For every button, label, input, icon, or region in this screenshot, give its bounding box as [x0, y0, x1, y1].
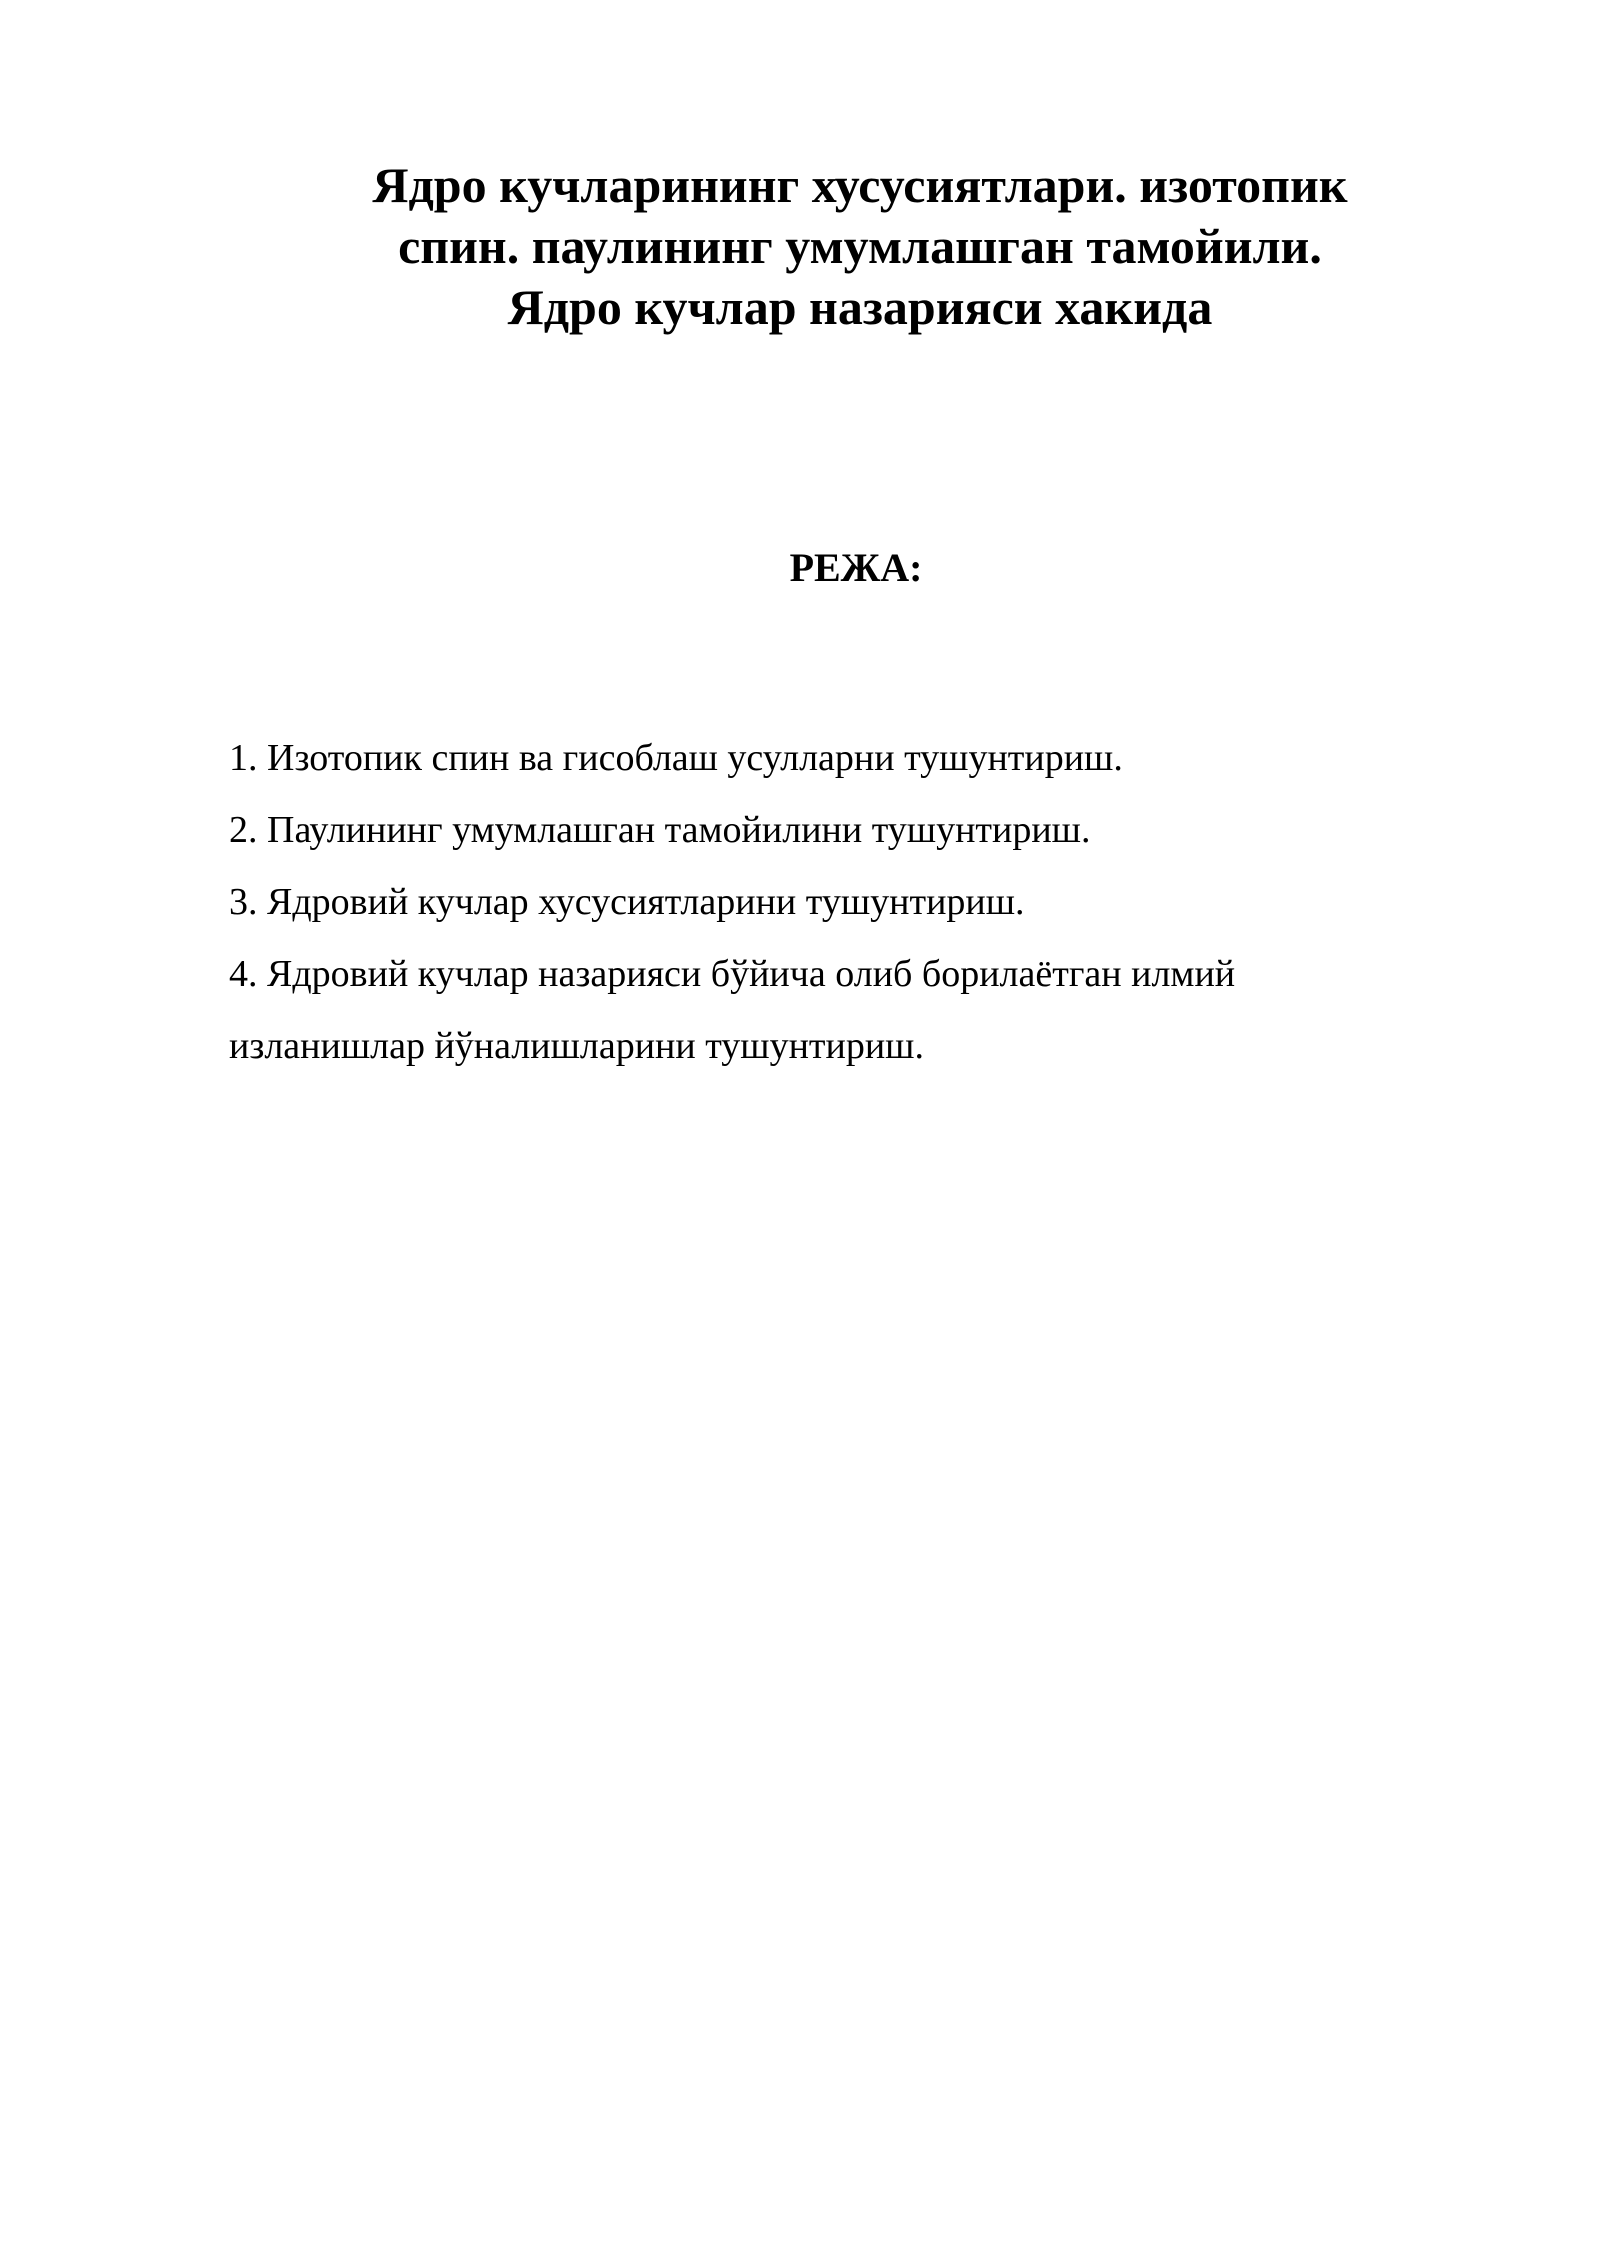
plan-list	[229, 722, 1429, 1082]
plan-item-text: Паулининг умумлашган тамойилини тушунтириш.	[267, 809, 1091, 851]
plan-item-continuation-text: изланишлар йўналишларини тушунтириш.	[229, 1025, 924, 1067]
plan-item-number: 1.	[229, 737, 258, 779]
title-line-1: Ядро кучларининг хусусиятлари. изотопик	[372, 157, 1348, 213]
plan-item-text: Ядровий кучлар назарияси бўйича олиб борилаётган илмий	[267, 953, 1236, 995]
plan-item-2	[229, 794, 1429, 866]
plan-item-number: 3.	[229, 881, 258, 923]
plan-item-4	[229, 938, 1429, 1010]
plan-item-4-continuation	[229, 1010, 1429, 1082]
document-title	[230, 155, 1490, 338]
title-line-3: Ядро кучлар назарияси хакида	[507, 279, 1213, 335]
plan-item-3	[229, 866, 1429, 938]
plan-heading: РЕЖА:	[789, 545, 923, 590]
plan-item-number: 2.	[229, 809, 258, 851]
plan-item-text: Изотопик спин ва гисоблаш усулларни тушунтириш.	[267, 737, 1123, 779]
title-line-2: спин. паулининг умумлашган тамойили.	[398, 218, 1322, 274]
plan-item-1	[229, 722, 1429, 794]
plan-item-text: Ядровий кучлар хусусиятларини тушунтириш.	[267, 881, 1025, 923]
plan-item-number: 4.	[229, 953, 258, 995]
